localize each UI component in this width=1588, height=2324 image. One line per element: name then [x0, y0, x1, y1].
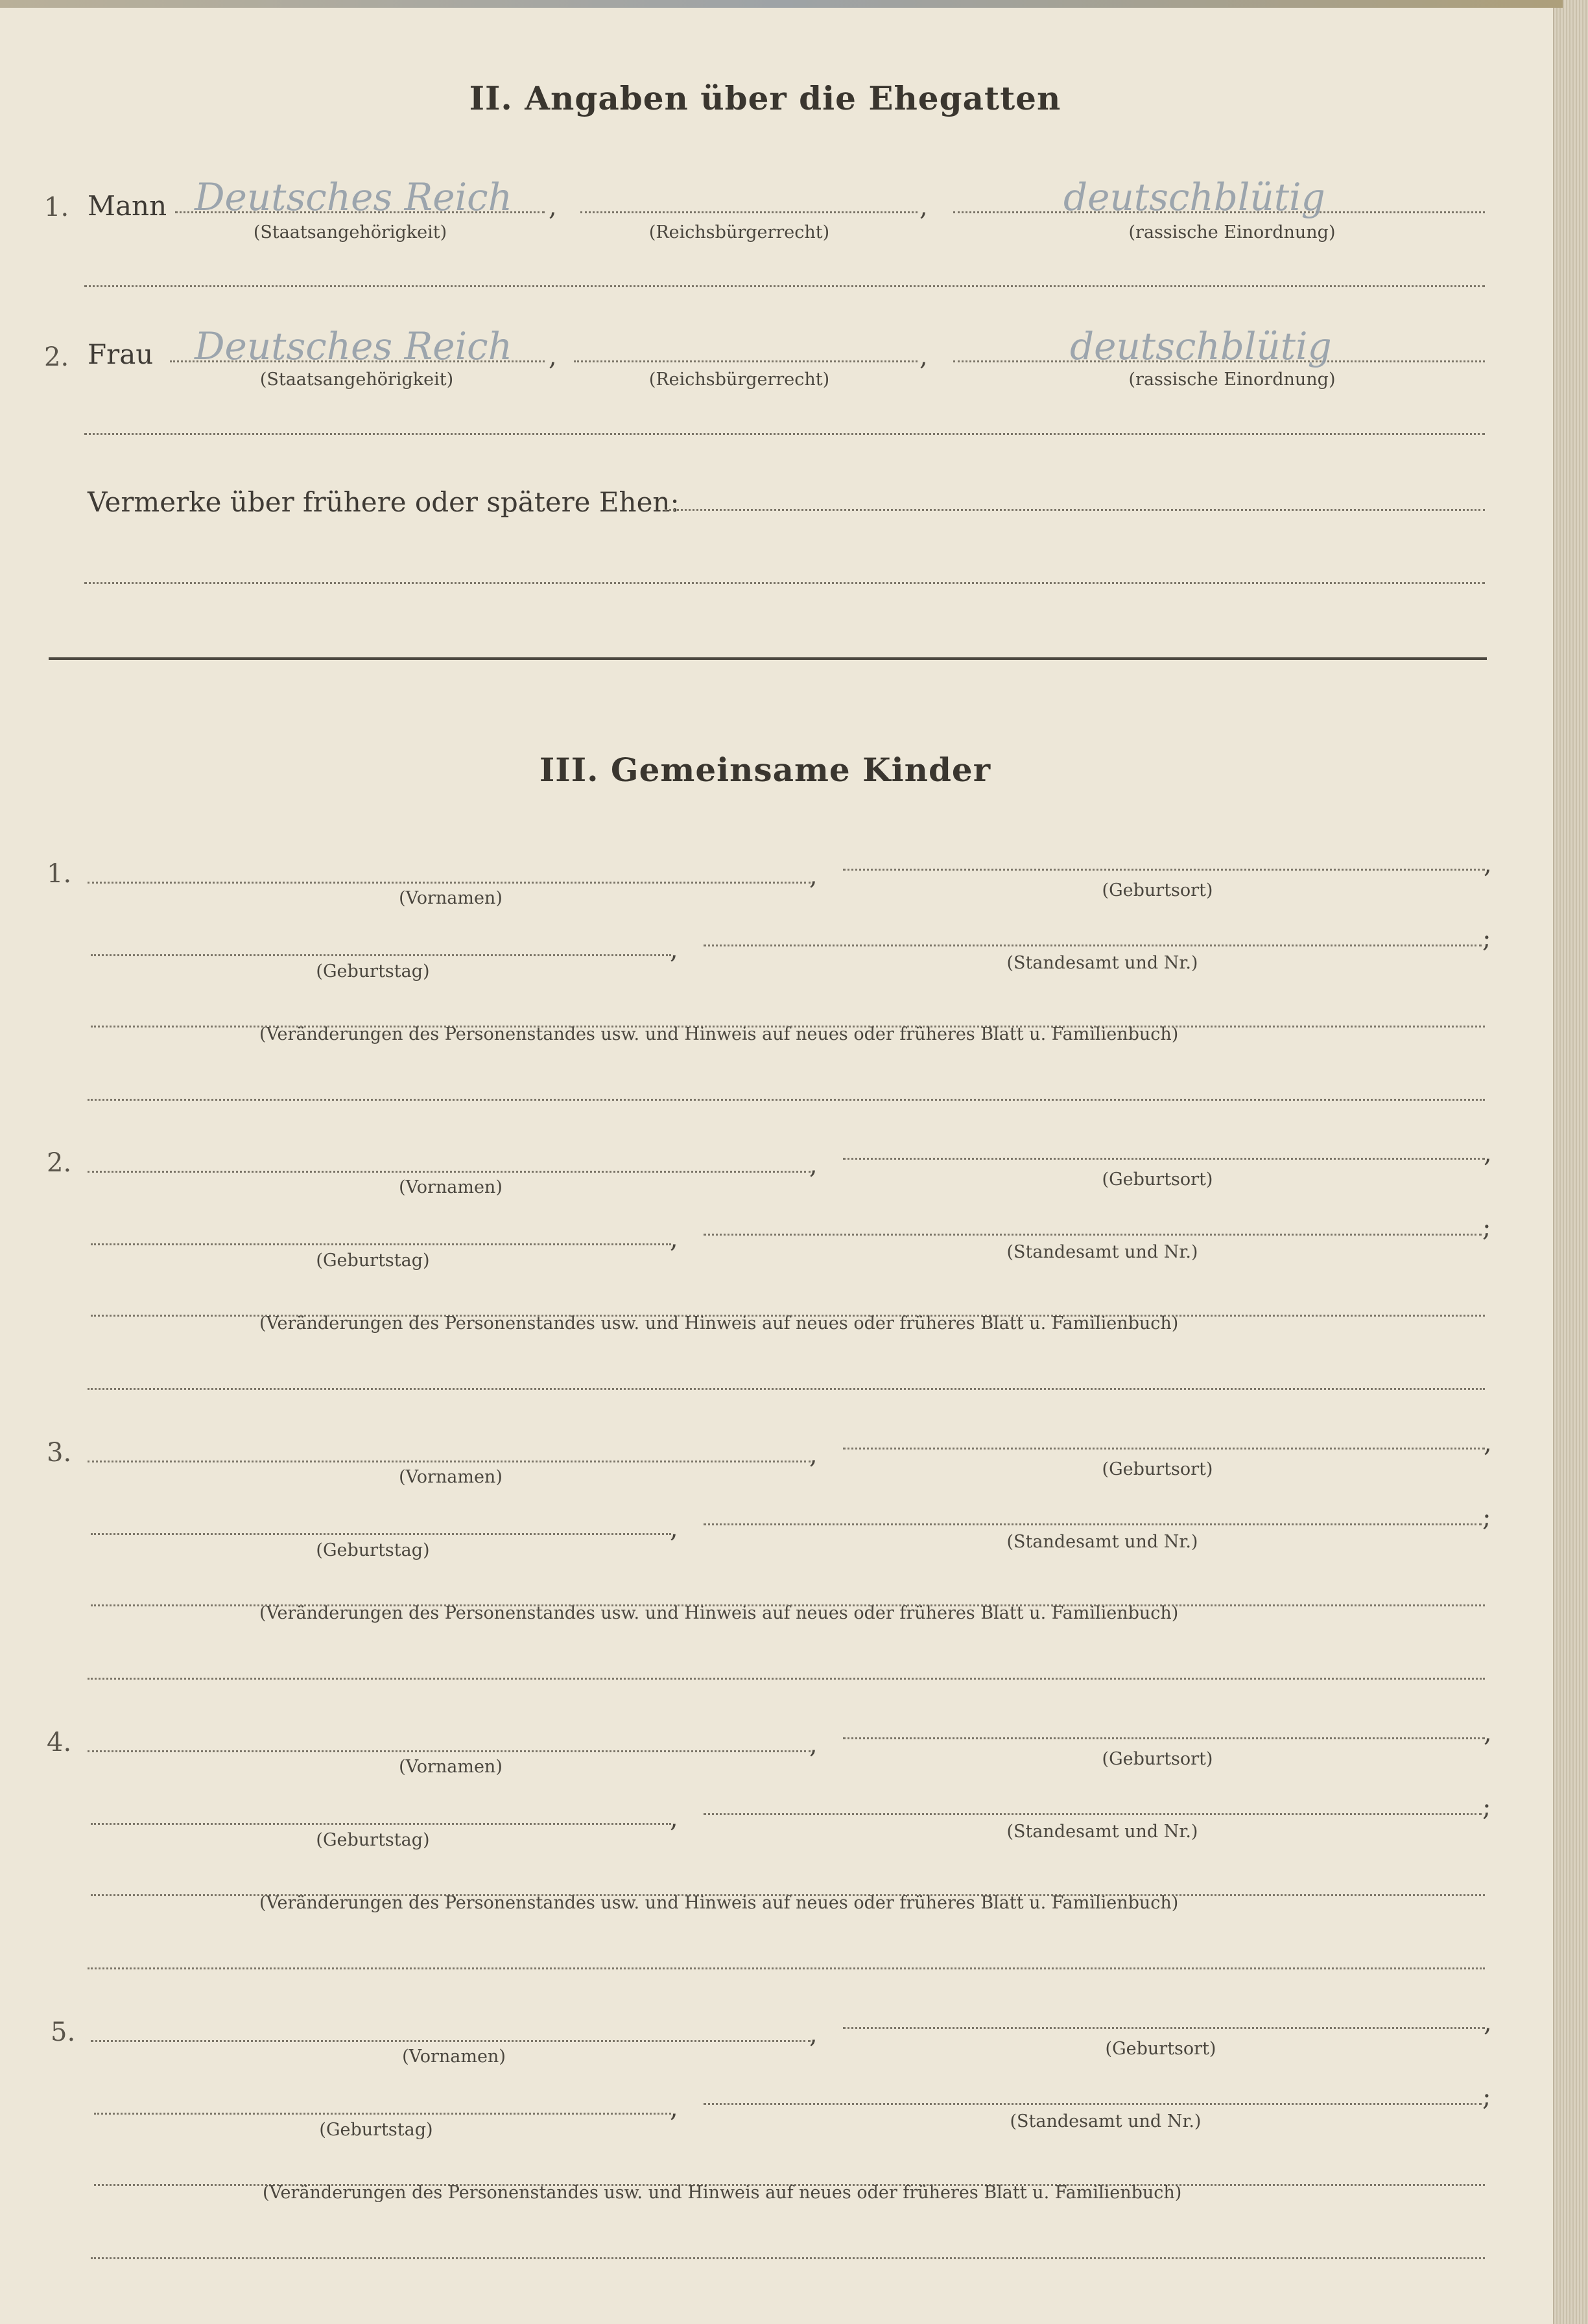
mann-reichsbuergerrecht-line — [580, 211, 918, 213]
frau-rassische-handwriting: deutschblütig — [1070, 324, 1332, 368]
vermerke-line-1 — [665, 509, 1485, 511]
caption-standesamt: (Standesamt und Nr.) — [1006, 1822, 1198, 1842]
caption-veraenderungen: (Veränderungen des Personenstandes usw. und Hinweis auf neues oder früheres Blatt u. Familienbuch) — [259, 1603, 1179, 1623]
child-5-standesamt-line — [704, 2103, 1482, 2105]
semicolon: ; — [1482, 2082, 1491, 2112]
comma: , — [809, 2019, 818, 2049]
page-stack-edge — [1553, 0, 1588, 2324]
child-1-extra-line — [88, 1099, 1485, 1101]
child-4-geburtstag-line — [91, 1823, 671, 1825]
caption-vornamen: (Vornamen) — [399, 888, 503, 908]
child-2-vornamen-line — [88, 1171, 811, 1173]
caption-standesamt: (Standesamt und Nr.) — [1006, 953, 1198, 973]
caption-rassische: (rassische Einordnung) — [1128, 370, 1336, 390]
comma: , — [670, 1803, 678, 1833]
child-2-geburtstag-line — [91, 1243, 671, 1245]
child-1-standesamt-line — [704, 945, 1482, 946]
frau-label: Frau — [88, 338, 154, 370]
child-4-vornamen-line — [88, 1750, 811, 1752]
comma: , — [670, 935, 678, 965]
caption-veraenderungen: (Veränderungen des Personenstandes usw. und Hinweis auf neues oder früheres Blatt u. Familienbuch) — [259, 1024, 1179, 1044]
caption-vornamen: (Vornamen) — [399, 1177, 503, 1197]
child-1-number: 1. — [47, 859, 72, 889]
child-4-standesamt-line — [704, 1813, 1482, 1815]
comma: , — [670, 1224, 678, 1254]
semicolon: ; — [1482, 924, 1491, 954]
caption-rassische: (rassische Einordnung) — [1128, 222, 1336, 242]
child-3-geburtsort-line — [843, 1448, 1485, 1450]
child-5-geburtsort-line — [843, 2027, 1485, 2029]
caption-vornamen: (Vornamen) — [399, 1757, 503, 1777]
comma: , — [670, 2093, 678, 2123]
child-2-geburtsort-line — [843, 1158, 1485, 1160]
comma: , — [1484, 1718, 1492, 1748]
caption-standesamt: (Standesamt und Nr.) — [1006, 1242, 1198, 1262]
comma: , — [549, 192, 557, 222]
comma: , — [1484, 1138, 1492, 1168]
comma: , — [809, 1150, 818, 1180]
vermerke-label: Vermerke über frühere oder spätere Ehen: — [88, 486, 680, 518]
child-2-number: 2. — [47, 1148, 72, 1178]
comma: , — [809, 1730, 818, 1759]
child-3-number: 3. — [47, 1438, 72, 1468]
mann-number: 1. — [44, 193, 69, 222]
caption-geburtstag: (Geburtstag) — [319, 2120, 433, 2140]
section-2-title: II. Angaben über die Ehegatten — [469, 79, 1061, 117]
frau-extra-line — [84, 433, 1485, 435]
comma: , — [1484, 2008, 1492, 2037]
mann-label: Mann — [88, 190, 167, 222]
child-3-standesamt-line — [704, 1523, 1482, 1525]
child-2-standesamt-line — [704, 1234, 1482, 1236]
comma: , — [549, 342, 557, 371]
frau-staatsangehoerigkeit-handwriting: Deutsches Reich — [195, 324, 512, 368]
caption-veraenderungen: (Veränderungen des Personenstandes usw. und Hinweis auf neues oder früheres Blatt u. Familienbuch) — [263, 2183, 1182, 2203]
section-3-title: III. Gemeinsame Kinder — [539, 751, 991, 789]
child-4-number: 4. — [47, 1728, 72, 1757]
child-1-geburtsort-line — [843, 869, 1485, 871]
caption-geburtstag: (Geburtstag) — [316, 1830, 430, 1850]
child-3-vornamen-line — [88, 1461, 811, 1462]
section-divider — [49, 657, 1487, 660]
caption-geburtsort: (Geburtsort) — [1102, 1459, 1213, 1479]
comma: , — [809, 1440, 818, 1470]
caption-staatsangehoerigkeit: (Staatsangehörigkeit) — [253, 222, 447, 242]
caption-geburtstag: (Geburtstag) — [316, 1250, 430, 1271]
semicolon: ; — [1482, 1792, 1491, 1822]
child-5-extra-line — [91, 2257, 1485, 2259]
child-4-extra-line — [88, 1967, 1485, 1969]
child-1-vornamen-line — [88, 882, 811, 884]
frau-number: 2. — [44, 342, 69, 372]
frau-reichsbuergerrecht-line — [574, 360, 918, 362]
caption-geburtsort: (Geburtsort) — [1102, 1749, 1213, 1769]
caption-veraenderungen: (Veränderungen des Personenstandes usw. und Hinweis auf neues oder früheres Blatt u. Familienbuch) — [259, 1313, 1179, 1333]
comma: , — [670, 1514, 678, 1543]
caption-geburtstag: (Geburtstag) — [316, 961, 430, 981]
caption-reichsbuergerrecht: (Reichsbürgerrecht) — [648, 222, 830, 242]
mann-staatsangehoerigkeit-handwriting: Deutsches Reich — [195, 175, 512, 219]
child-3-geburtstag-line — [91, 1533, 671, 1535]
comma: , — [809, 861, 818, 891]
child-5-geburtstag-line — [94, 2113, 671, 2115]
comma: , — [919, 192, 928, 222]
mann-extra-line — [84, 285, 1485, 287]
caption-vornamen: (Vornamen) — [402, 2047, 506, 2067]
comma: , — [1484, 849, 1492, 879]
caption-staatsangehoerigkeit: (Staatsangehörigkeit) — [259, 370, 454, 390]
caption-standesamt: (Standesamt und Nr.) — [1006, 1532, 1198, 1552]
caption-geburtstag: (Geburtstag) — [316, 1540, 430, 1560]
semicolon: ; — [1482, 1213, 1491, 1243]
semicolon: ; — [1482, 1503, 1491, 1532]
mann-rassische-handwriting: deutschblütig — [1063, 175, 1325, 219]
binding-strip — [0, 0, 1563, 8]
caption-geburtsort: (Geburtsort) — [1105, 2039, 1216, 2059]
child-5-vornamen-line — [91, 2040, 811, 2042]
child-1-geburtstag-line — [91, 954, 671, 956]
caption-veraenderungen: (Veränderungen des Personenstandes usw. und Hinweis auf neues oder früheres Blatt u. Familienbuch) — [259, 1893, 1179, 1913]
child-3-extra-line — [88, 1678, 1485, 1680]
caption-geburtsort: (Geburtsort) — [1102, 880, 1213, 900]
child-2-extra-line — [88, 1388, 1485, 1390]
vermerke-line-2 — [84, 582, 1485, 584]
caption-standesamt: (Standesamt und Nr.) — [1010, 2111, 1202, 2131]
child-4-geburtsort-line — [843, 1737, 1485, 1739]
comma: , — [919, 342, 928, 371]
caption-reichsbuergerrecht: (Reichsbürgerrecht) — [648, 370, 830, 390]
caption-vornamen: (Vornamen) — [399, 1467, 503, 1487]
child-5-number: 5. — [51, 2017, 76, 2047]
comma: , — [1484, 1428, 1492, 1458]
caption-geburtsort: (Geburtsort) — [1102, 1169, 1213, 1190]
